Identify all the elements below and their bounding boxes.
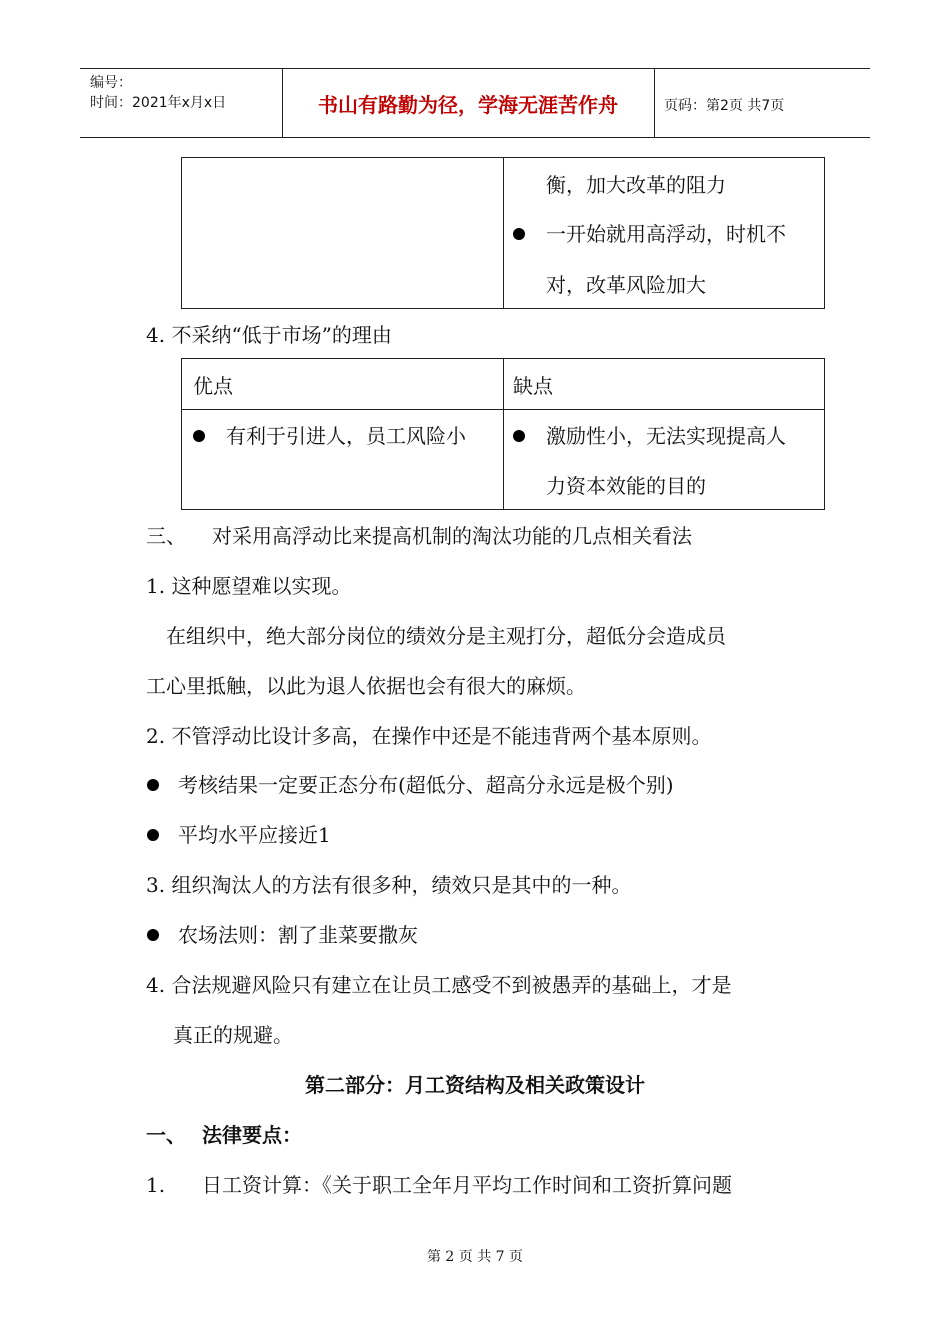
heading-num: 一、 — [146, 1123, 186, 1147]
bullet-icon — [513, 430, 525, 442]
list-item: 日工资计算：《关于职工全年月平均工作时间和工资折算问题 — [202, 1173, 732, 1197]
date-label: 时间：2021年x月x日 — [90, 95, 227, 111]
bullet-icon — [513, 228, 525, 240]
table1-line: 衡，加大改革的阻力 — [546, 173, 726, 197]
section-heading: 对采用高浮动比来提高机制的淘汰功能的几点相关看法 — [212, 524, 692, 548]
page-footer: 第 2 页 共 7 页 — [426, 1249, 524, 1265]
table1-line: 对，改革风险加大 — [546, 273, 706, 297]
bullet-icon — [147, 829, 159, 841]
table-header-cons: 缺点 — [513, 374, 553, 398]
table1-line: 一开始就用高浮动，时机不 — [546, 222, 786, 246]
paragraph: 在组织中，绝大部分岗位的绩效分是主观打分，超低分会造成员 — [166, 624, 726, 648]
bullet-icon — [147, 779, 159, 791]
bullet-item: 农场法则：割了韭菜要撒灰 — [178, 923, 418, 947]
pros-item: 有利于引进人，员工风险小 — [226, 424, 466, 448]
table-divider — [182, 409, 824, 410]
part-title: 第二部分：月工资结构及相关政策设计 — [305, 1073, 645, 1097]
bullet-icon — [147, 929, 159, 941]
paragraph: 真正的规避。 — [173, 1023, 293, 1047]
cons-item: 激励性小，无法实现提高人 — [546, 424, 786, 448]
header-page-info: 页码：第2页 共7页 — [664, 98, 785, 114]
header-left — [90, 73, 226, 113]
section-title: 4. 不采纳“低于市场”的理由 — [146, 323, 392, 347]
table-divider — [503, 359, 504, 509]
paragraph: 工心里抵触，以此为退人依据也会有很大的麻烦。 — [146, 674, 586, 698]
section-heading-num: 三、 — [146, 524, 186, 548]
list-num: 1. — [146, 1173, 166, 1197]
cons-item: 力资本效能的目的 — [546, 474, 706, 498]
bullet-icon — [193, 430, 205, 442]
table-header-pros: 优点 — [193, 374, 233, 398]
header-motto: 书山有路勤为径，学海无涯苦作舟 — [318, 93, 618, 117]
bullet-item: 平均水平应接近1 — [178, 823, 331, 847]
table-divider — [503, 158, 504, 308]
paragraph: 1. 这种愿望难以实现。 — [146, 574, 352, 598]
number-label: 编号： — [90, 75, 132, 91]
paragraph: 3. 组织淘汰人的方法有很多种，绩效只是其中的一种。 — [146, 873, 632, 897]
paragraph: 2. 不管浮动比设计多高，在操作中还是不能违背两个基本原则。 — [146, 724, 712, 748]
page-header — [80, 68, 870, 138]
bullet-item: 考核结果一定要正态分布(超低分、超高分永远是极个别) — [178, 773, 674, 797]
paragraph: 4. 合法规避风险只有建立在让员工感受不到被愚弄的基础上，才是 — [146, 973, 732, 997]
heading: 法律要点： — [202, 1123, 302, 1147]
header-divider — [654, 69, 655, 137]
